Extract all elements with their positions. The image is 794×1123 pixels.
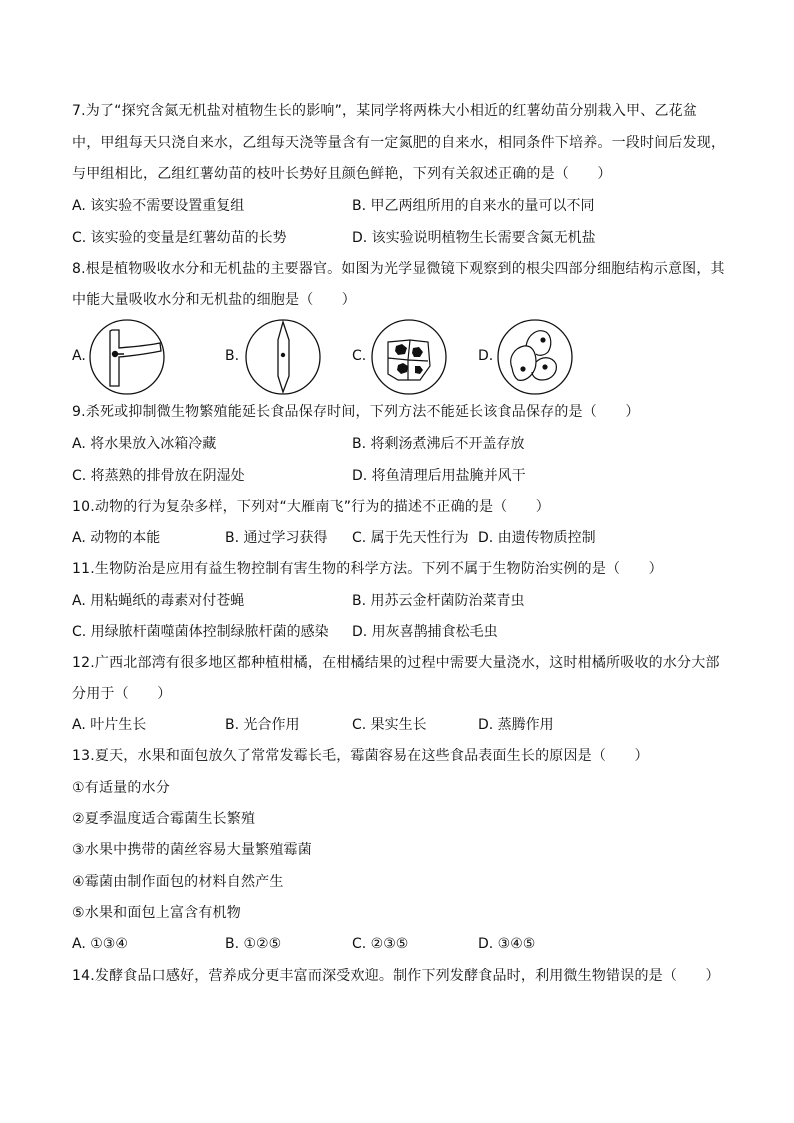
q13-option-c: C. ②③⑤ — [352, 936, 409, 952]
q13-item-3: ③水果中携带的菌丝容易大量繁殖霉菌 — [72, 842, 312, 858]
q12-stem-line-2: 分用于（ ） — [72, 686, 172, 702]
q13-item-1: ①有适量的水分 — [72, 780, 170, 796]
q12-option-b: B. 光合作用 — [225, 717, 300, 733]
q13-stem: 13.夏天，水果和面包放久了常常发霉长毛，霉菌容易在这些食品表面生长的原因是（ ） — [72, 748, 649, 764]
q7-option-d: D. 该实验说明植物生长需要含氮无机盐 — [352, 230, 596, 246]
meristem-cell-figure — [370, 318, 448, 396]
q12-option-a: A. 叶片生长 — [72, 717, 147, 733]
q11-option-c: C. 用绿脓杆菌噬菌体控制绿脓杆菌的感染 — [72, 624, 329, 640]
q7-option-a: A. 该实验不需要设置重复组 — [72, 198, 245, 214]
q11-option-d: D. 用灰喜鹊捕食松毛虫 — [352, 624, 498, 640]
q13-option-d: D. ③④⑤ — [478, 936, 536, 952]
q8-label-b: B. — [225, 348, 240, 364]
root-hair-cell-figure — [88, 318, 166, 396]
q8-label-c: C. — [352, 348, 367, 364]
q13-option-a: A. ①③④ — [72, 936, 128, 952]
q9-option-c: C. 将蒸熟的排骨放在阴湿处 — [72, 468, 245, 484]
q13-item-5: ⑤水果和面包上富含有机物 — [72, 905, 241, 921]
q12-stem-line-1: 12.广西北部湾有很多地区都种植柑橘，在柑橘结果的过程中需要大量浇水，这时柑橘所吸收的水分大部 — [72, 655, 720, 671]
q10-option-d: D. 由遗传物质控制 — [478, 530, 596, 546]
q13-option-b: B. ①②⑤ — [225, 936, 282, 952]
q10-stem: 10.动物的行为复杂多样，下列对“大雁南飞”行为的描述不正确的是（ ） — [72, 499, 550, 515]
q8-stem-line-2: 中能大量吸收水分和无机盐的细胞是（ ） — [72, 292, 356, 308]
q13-item-2: ②夏季温度适合霉菌生长繁殖 — [72, 811, 256, 827]
q7-option-c: C. 该实验的变量是红薯幼苗的长势 — [72, 230, 287, 246]
q13-item-4: ④霉菌由制作面包的材料自然产生 — [72, 874, 284, 890]
q8-label-a: A. — [72, 348, 86, 364]
q11-stem: 11.生物防治是应用有益生物控制有害生物的科学方法。下列不属于生物防治实例的是（ ） — [72, 561, 663, 577]
conducting-cell-figure — [244, 318, 322, 396]
q7-option-b: B. 甲乙两组所用的自来水的量可以不同 — [352, 198, 595, 214]
q9-option-b: B. 将剩汤煮沸后不开盖存放 — [352, 436, 525, 452]
q10-option-b: B. 通过学习获得 — [225, 530, 328, 546]
q14-stem: 14.发酵食品口感好，营养成分更丰富而深受欢迎。制作下列发酵食品时，利用微生物错误的是（ ） — [72, 968, 720, 984]
q11-option-a: A. 用粘蝇纸的毒素对付苍蝇 — [72, 593, 245, 609]
q12-option-d: D. 蒸腾作用 — [478, 717, 554, 733]
q7-stem-line-2: 中，甲组每天只浇自来水，乙组每天浇等量含有一定氮肥的自来水，相同条件下培养。一段时间后发现， — [72, 135, 726, 151]
q9-stem: 9.杀死或抑制微生物繁殖能延长食品保存时间，下列方法不能延长该食品保存的是（ ） — [72, 404, 640, 420]
q9-option-a: A. 将水果放入冰箱冷藏 — [72, 436, 217, 452]
root-cap-cell-figure — [496, 318, 574, 396]
q10-option-c: C. 属于先天性行为 — [352, 530, 469, 546]
q9-option-d: D. 将鱼清理后用盐腌并风干 — [352, 468, 526, 484]
q8-stem-line-1: 8.根是植物吸收水分和无机盐的主要器官。如图为光学显微镜下观察到的根尖四部分细胞结构示意图，其 — [72, 261, 725, 277]
q12-option-c: C. 果实生长 — [352, 717, 427, 733]
q8-label-d: D. — [478, 348, 494, 364]
q11-option-b: B. 用苏云金杆菌防治菜青虫 — [352, 593, 525, 609]
q7-stem-line-3: 与甲组相比，乙组红薯幼苗的枝叶长势好且颜色鲜艳，下列有关叙述正确的是（ ） — [72, 166, 612, 182]
q10-option-a: A. 动物的本能 — [72, 530, 161, 546]
q7-stem-line-1: 7.为了“探究含氮无机盐对植物生长的影响”，某同学将两株大小相近的红薯幼苗分别栽入甲、乙花盆 — [72, 103, 698, 119]
